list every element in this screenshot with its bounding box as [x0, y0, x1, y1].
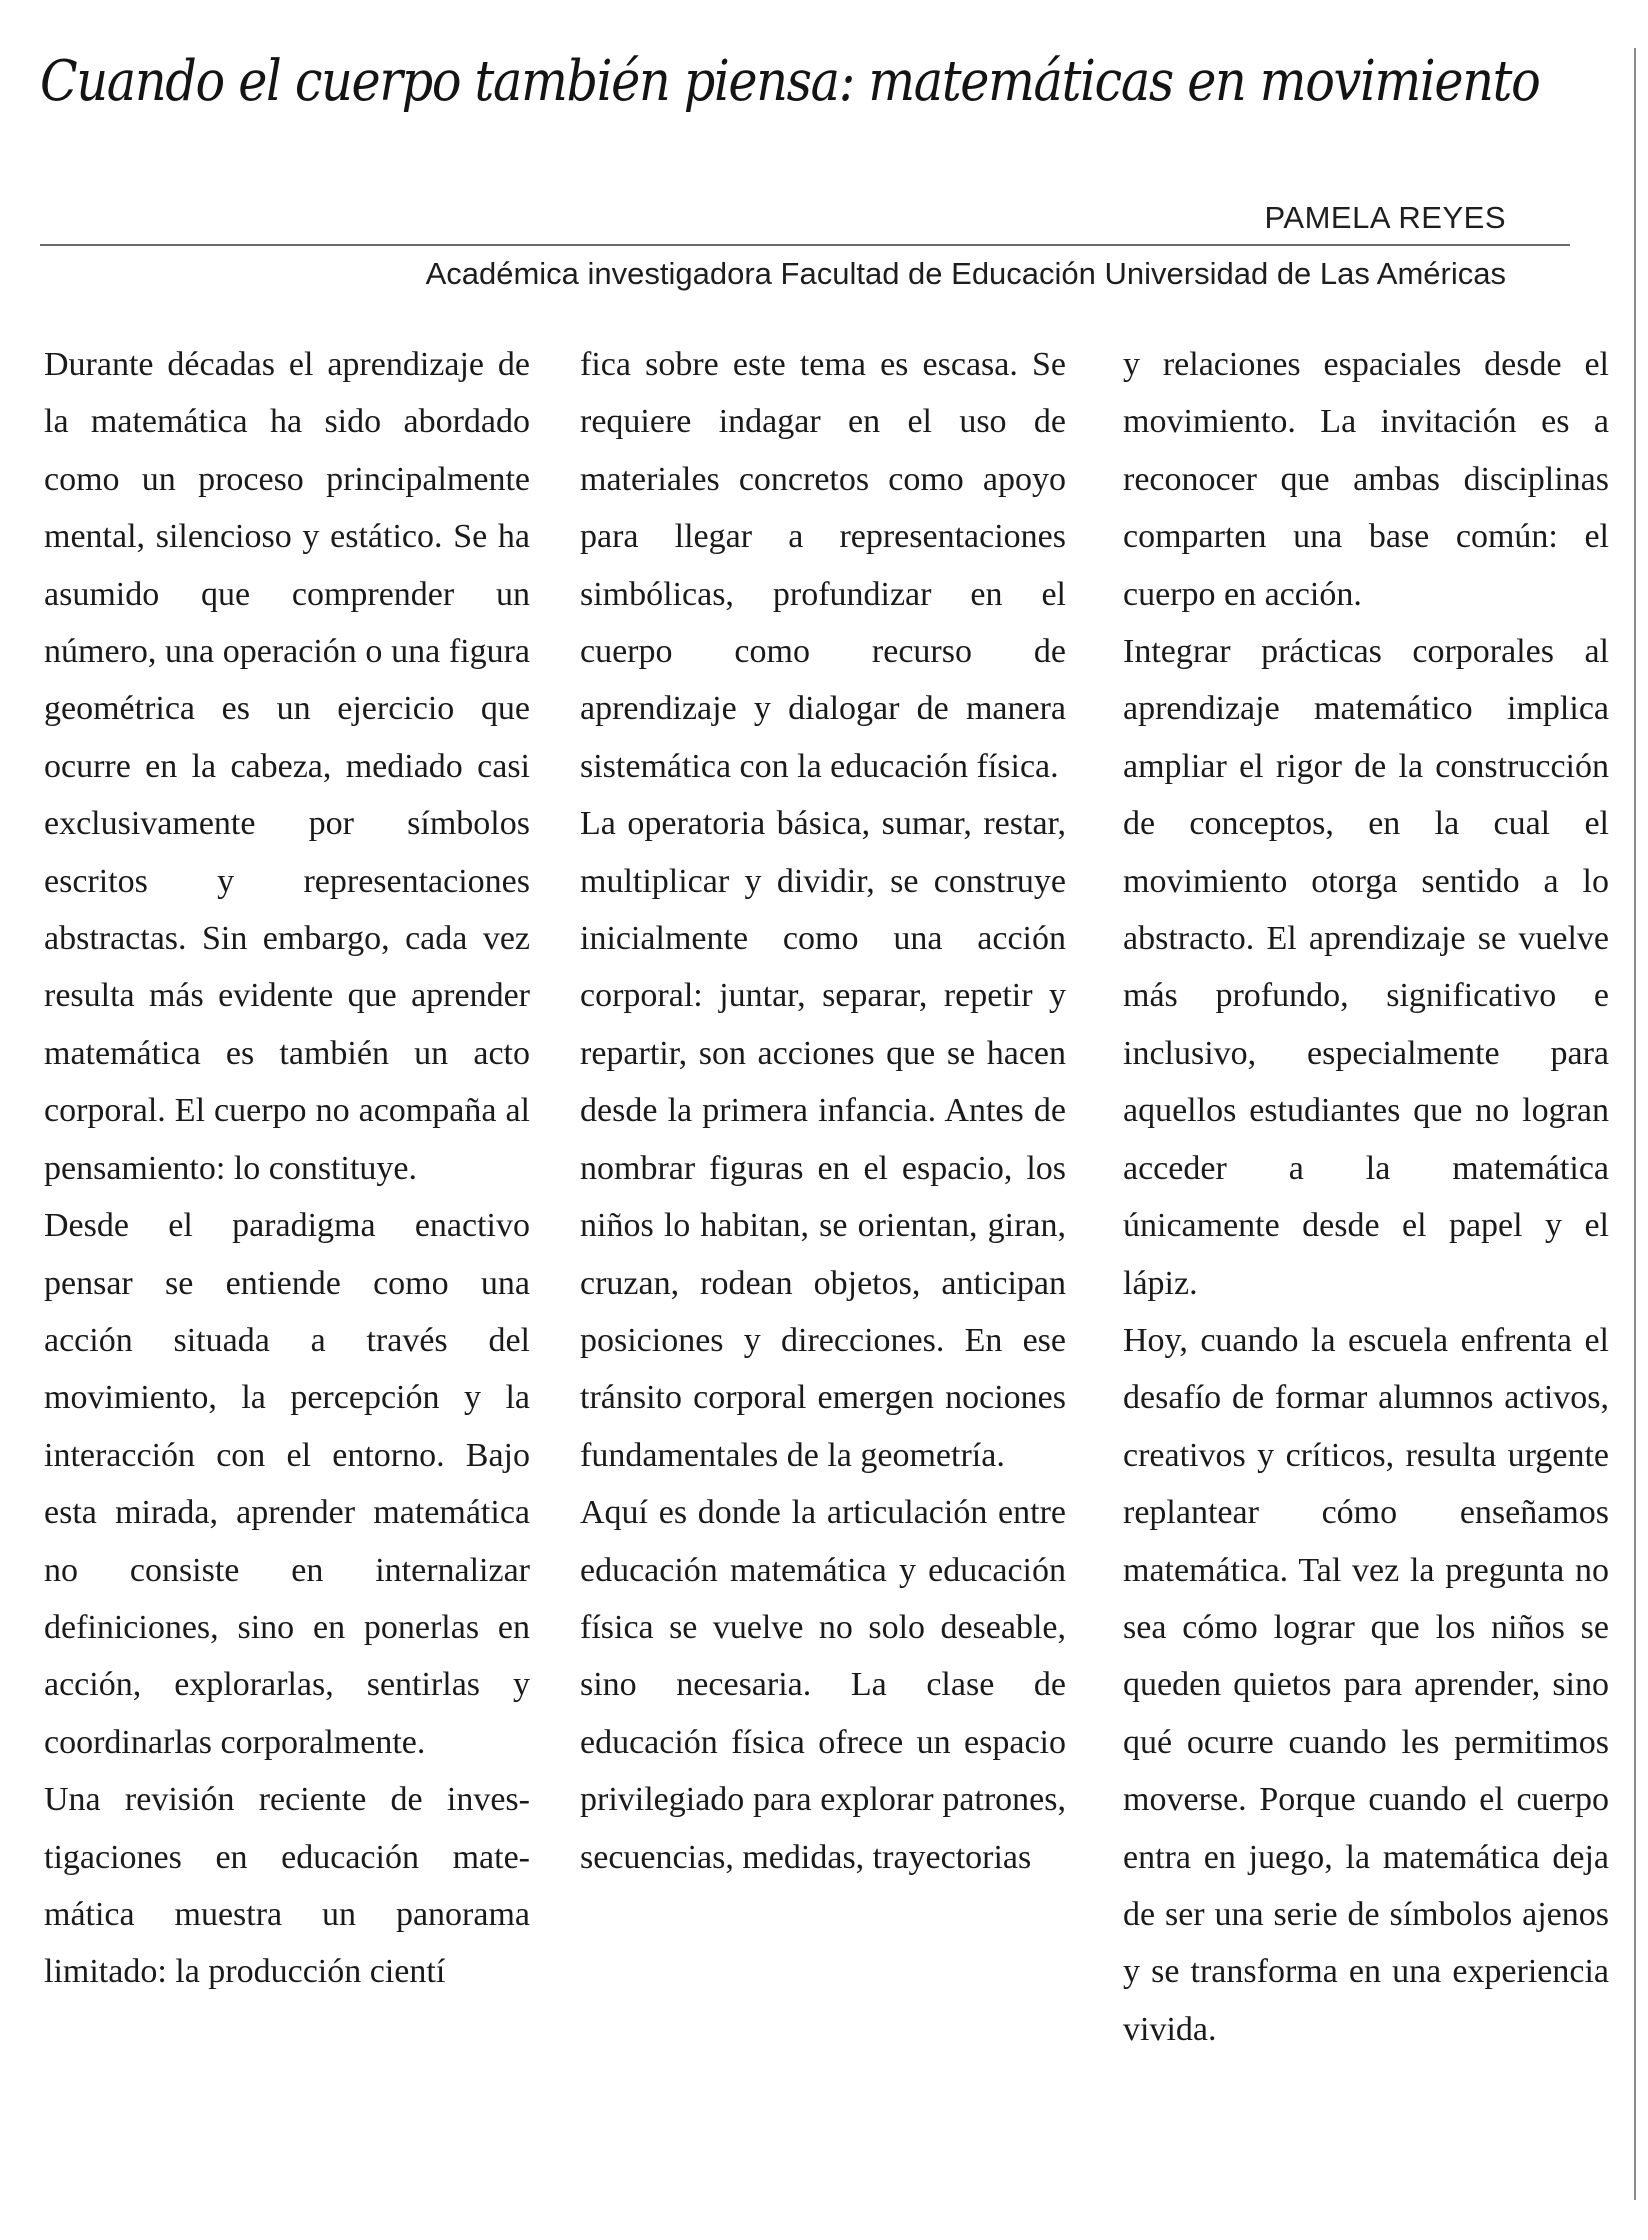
author-affiliation: Académica investigadora Facultad de Educación Universidad de Las Américas [425, 256, 1506, 291]
paragraph: Hoy, cuando la escuela enfrenta el desafío de formar alumnos activos, creativos y críticos, resulta urgente replantear cómo enseñamos matemática. Tal vez la pregunta no sea cómo lograr que los niños se queden quietos para aprender, sino qué ocurre cuando les permitimos moverse. Porque cuando el cuerpo entra en juego, la matemática deja de ser una serie de símbolos ajenos y se transforma en una experiencia vivida. [1123, 1321, 1609, 2048]
byline-divider [40, 244, 1570, 246]
author-name: PAMELA REYES [1264, 200, 1506, 235]
paragraph: Desde el paradigma enactivo pensar se entiende como una acción situada a través del movimiento, la percepción y la interacción con el entorno. Bajo esta mirada, aprender matemática no consiste en internalizar definiciones, sino en ponerlas en acción, explorarlas, sentirlas y coordinarlas corporalmente. [44, 1207, 530, 1761]
paragraph: y relaciones espaciales desde el movimiento. La invitación es a reconocer que ambas disciplinas comparten una base común: el cuerpo en acción. [1123, 346, 1609, 613]
text-column-2 [580, 336, 1066, 1886]
text-column-1 [44, 336, 530, 2001]
page-edge-rule [1634, 48, 1636, 2200]
paragraph: Integrar prácticas corporales al aprendizaje matemático implica ampliar el rigor de la construcción de conceptos, en la cual el movimiento otorga sentido a lo abstracto. El aprendizaje se vuelve más profundo, significativo e inclusivo, especialmente para aquellos estudiantes que no logran acceder a la matemática únicamente desde el papel y el lápiz. [1123, 633, 1609, 1302]
paragraph: Una revisión reciente de investigaciones en educación matemática muestra un panorama limitado: la producción cientí [44, 1781, 530, 1991]
paragraph: fica sobre este tema es escasa. Se requiere indagar en el uso de materiales concretos como apoyo para llegar a representaciones simbólicas, profundizar en el cuerpo como recurso de aprendizaje y dialogar de manera sistemática con la educación física. [580, 346, 1066, 785]
article-title: Cuando el cuerpo también piensa: matemáticas en movimiento [40, 49, 1540, 114]
paragraph: La operatoria básica, sumar, restar, multiplicar y dividir, se construye inicialmente como una acción corporal: juntar, separar, repetir y repartir, son acciones que se hacen desde la primera infancia. Antes de nombrar figuras en el espacio, los niños lo habitan, se orientan, giran, cruzan, rodean objetos, anticipan posiciones y direcciones. En ese tránsito corporal emergen nociones fundamentales de la geometría. [580, 805, 1066, 1474]
paragraph: Aquí es donde la articulación entre educación matemática y educación física se vuelve no solo deseable, sino necesaria. La clase de educación física ofrece un espacio privilegiado para explorar patrones, secuencias, medidas, trayectorias [580, 1494, 1066, 1876]
text-column-3 [1123, 336, 1609, 2058]
paragraph: Durante décadas el aprendizaje de la matemática ha sido abordado como un proceso principalmente mental, silencioso y estático. Se ha asumido que comprender un número, una operación o una figura geométrica es un ejercicio que ocurre en la cabeza, mediado casi exclusivamente por símbolos escritos y representaciones abstractas. Sin embargo, cada vez resulta más evidente que aprender matemática es también un acto corporal. El cuerpo no acompaña al pensamiento: lo constituye. [44, 346, 530, 1187]
